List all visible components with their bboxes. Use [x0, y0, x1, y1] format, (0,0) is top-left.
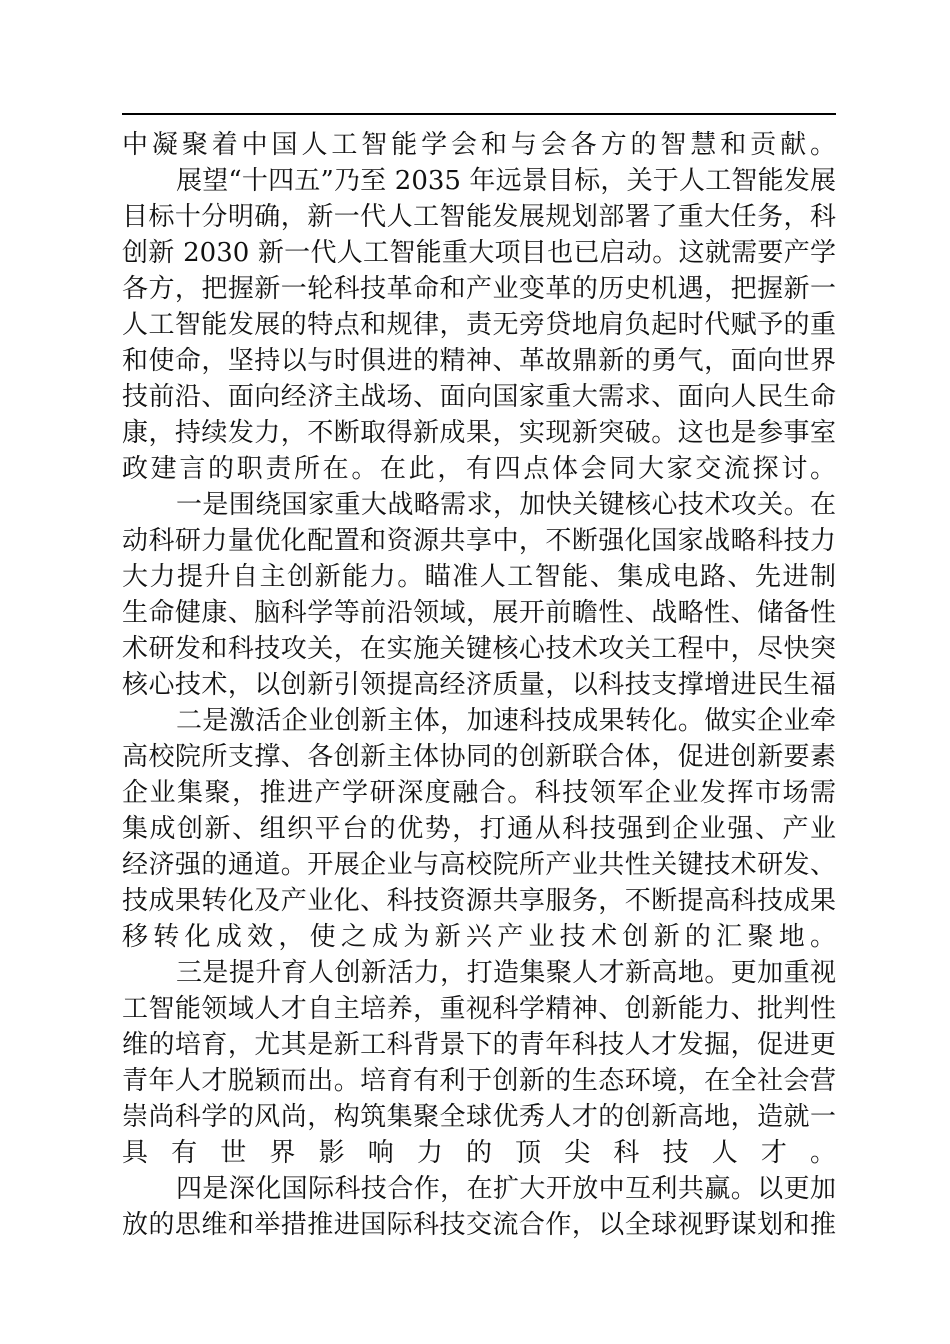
document-body [122, 127, 836, 1243]
text-line: 企业集聚，推进产学研深度融合。科技领军企业发挥市场需 [122, 778, 836, 808]
text-line: 展望“十四五”乃至 2035 年远景目标，关于人工智能发展 [176, 166, 836, 196]
text-line: 术研发和科技攻关，在实施关键核心技术攻关工程中，尽快突 [122, 634, 836, 664]
text-line: 青年人才脱颖而出。培育有利于创新的生态环境，在全社会营 [122, 1066, 836, 1096]
text-line: 核心技术，以创新引领提高经济质量，以科技支撑增进民生福 [122, 670, 836, 700]
paragraph [122, 127, 836, 163]
text-line: 政建言的职责所在。在此，有四点体会同大家交流探讨。 [122, 454, 836, 484]
header-rule [122, 113, 836, 115]
text-line: 集成创新、组织平台的优势，打通从科技强到企业强、产业 [122, 814, 836, 844]
text-line: 移转化成效，使之成为新兴产业技术创新的汇聚地。 [122, 922, 836, 952]
text-line: 生命健康、脑科学等前沿领域，展开前瞻性、战略性、储备性 [122, 598, 836, 628]
text-line: 崇尚科学的风尚，构筑集聚全球优秀人才的创新高地，造就一 [122, 1102, 836, 1132]
text-line: 四是深化国际科技合作，在扩大开放中互利共赢。以更加 [176, 1174, 836, 1204]
text-line: 动科研力量优化配置和资源共享中，不断强化国家战略科技力 [122, 526, 836, 556]
paragraph [122, 487, 836, 703]
text-line: 三是提升育人创新活力，打造集聚人才新高地。更加重视 [176, 958, 836, 988]
text-line: 技前沿、面向经济主战场、面向国家重大需求、面向人民生命 [122, 382, 836, 412]
text-line: 大力提升自主创新能力。瞄准人工智能、集成电路、先进制 [122, 562, 836, 592]
text-line: 人工智能发展的特点和规律，责无旁贷地肩负起时代赋予的重 [122, 310, 836, 340]
text-line: 和使命，坚持以与时俱进的精神、革故鼎新的勇气，面向世界 [122, 346, 836, 376]
text-line: 经济强的通道。开展企业与高校院所产业共性关键技术研发、 [122, 850, 836, 880]
paragraph [122, 955, 836, 1171]
paragraph [122, 1171, 836, 1243]
paragraph [122, 163, 836, 487]
text-line: 放的思维和举措推进国际科技交流合作，以全球视野谋划和推 [122, 1210, 836, 1240]
text-line: 高校院所支撑、各创新主体协同的创新联合体，促进创新要素 [122, 742, 836, 772]
text-line: 具有世界影响力的顶尖科技人才。 [122, 1138, 836, 1168]
text-line: 一是围绕国家重大战略需求，加快关键核心技术攻关。在 [176, 490, 836, 520]
text-line: 康，持续发力，不断取得新成果，实现新突破。这也是参事室 [122, 418, 836, 448]
text-line: 目标十分明确，新一代人工智能发展规划部署了重大任务，科 [122, 202, 836, 232]
text-line: 维的培育，尤其是新工科背景下的青年科技人才发掘，促进更 [122, 1030, 836, 1060]
text-line: 工智能领域人才自主培养，重视科学精神、创新能力、批判性 [122, 994, 836, 1024]
text-line: 二是激活企业创新主体，加速科技成果转化。做实企业牵 [176, 706, 836, 736]
text-line: 技成果转化及产业化、科技资源共享服务，不断提高科技成果 [122, 886, 836, 916]
text-line: 创新 2030 新一代人工智能重大项目也已启动。这就需要产学 [122, 238, 836, 268]
text-line: 中凝聚着中国人工智能学会和与会各方的智慧和贡献。 [122, 130, 836, 160]
paragraph [122, 703, 836, 955]
text-line: 各方，把握新一轮科技革命和产业变革的历史机遇，把握新一 [122, 274, 836, 304]
